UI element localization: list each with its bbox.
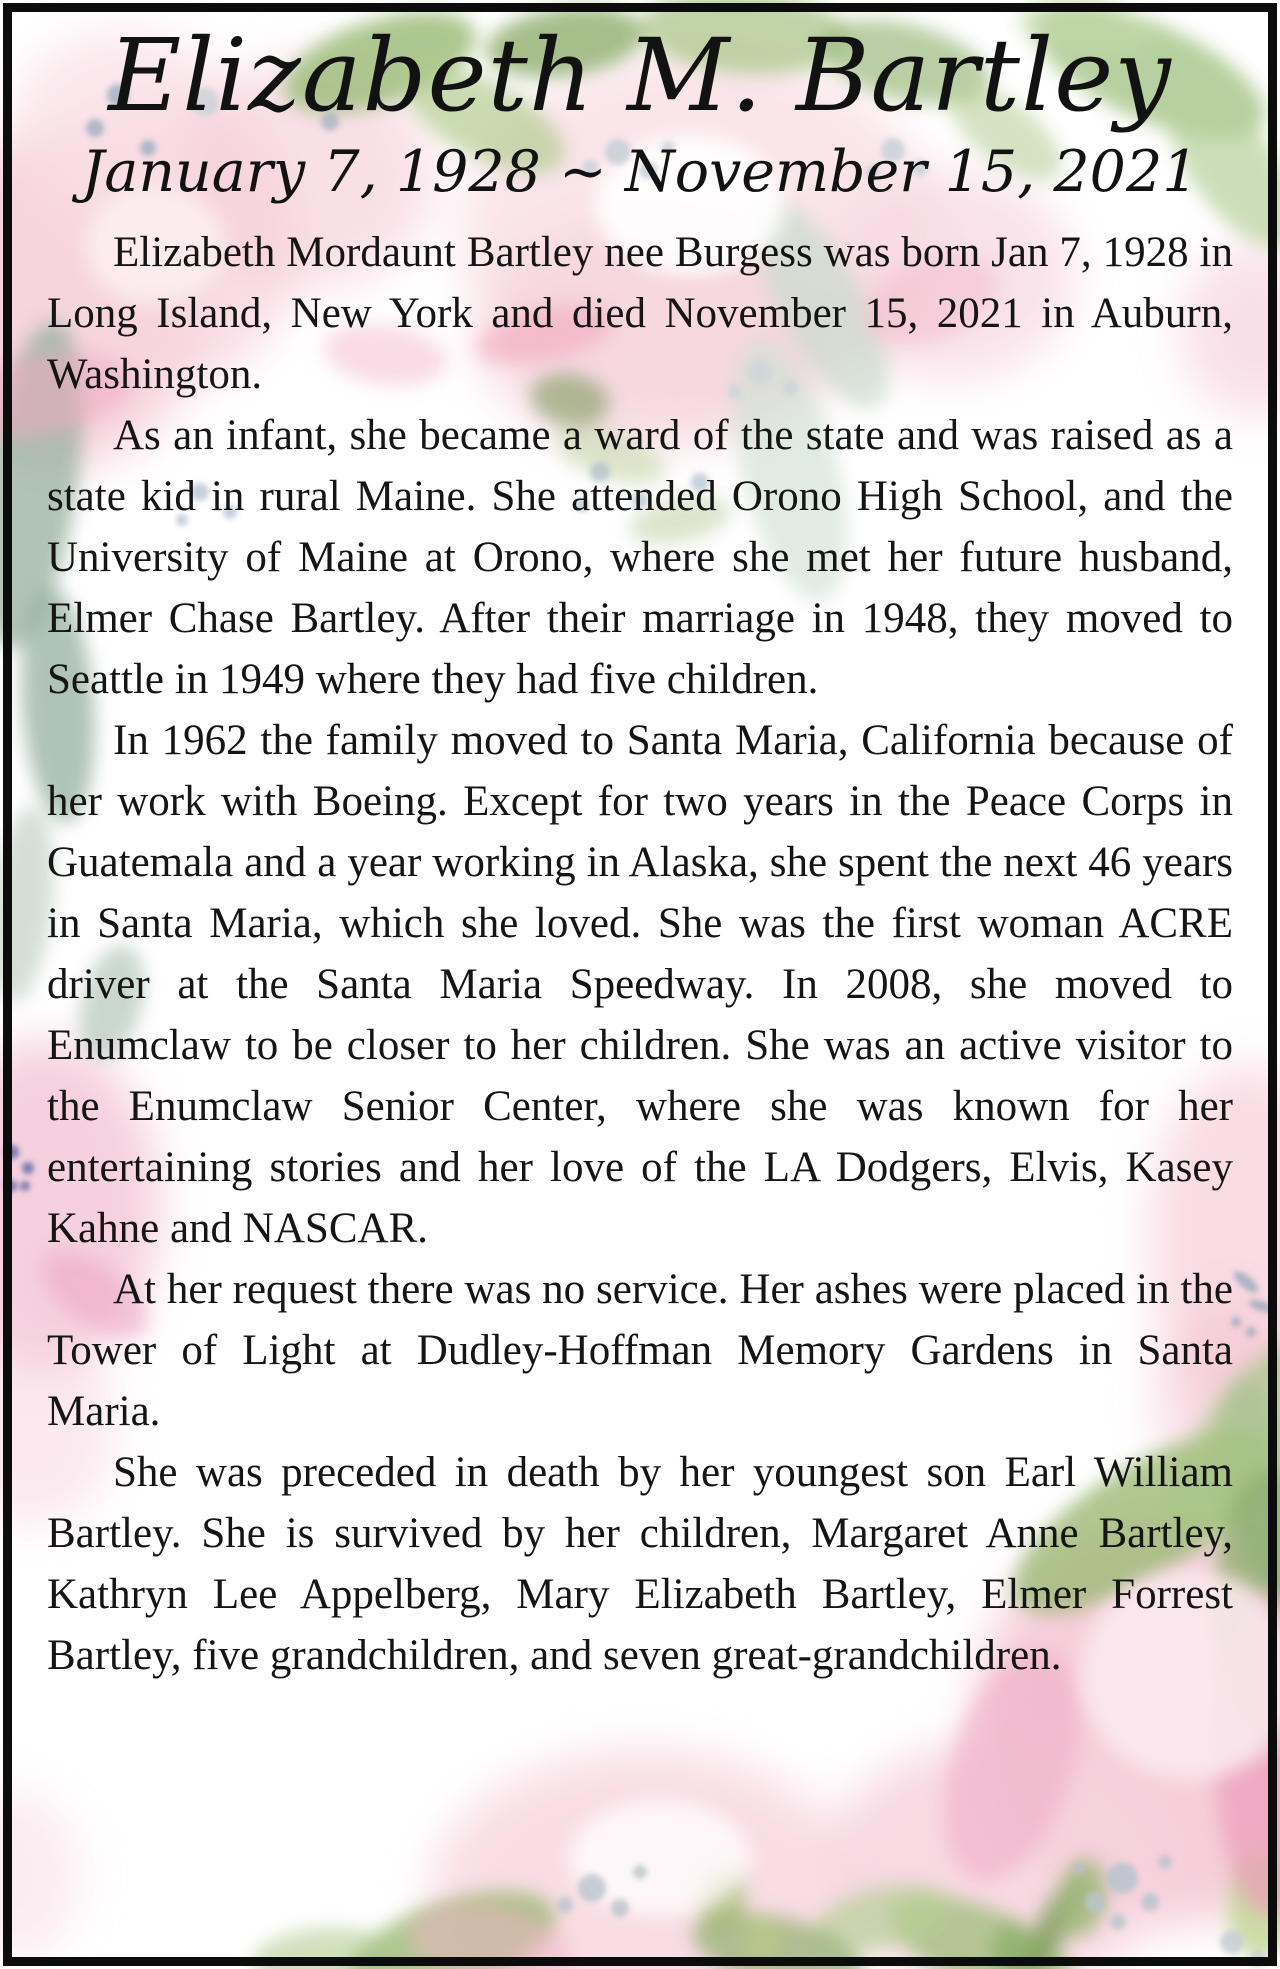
obituary-content [0,17,1280,1686]
life-dates: January 7, 1928 ~ November 15, 2021 [81,139,1199,205]
obituary-paragraph-5: She was preceded in death by her youngest son Earl William Bartley. She is survived by her children, Margaret Anne Bartley, Kathryn Lee Appelberg, Mary Elizabeth Bartley, Elmer Forrest Bartley, five grandchildren, and seven great-grandchildren. [47,1448,1233,1679]
obituary-paragraph-4: At her request there was no service. Her ashes were placed in the Tower of Light at Dudley-Hoffman Memory Gardens in Santa Maria. [47,1265,1233,1435]
deceased-name: Elizabeth M. Bartley [108,17,1172,134]
obituary-body [47,222,1233,1686]
obituary-paragraph-1: Elizabeth Mordaunt Bartley nee Burgess was born Jan 7, 1928 in Long Island, New York and died November 15, 2021 in Auburn, Washington. [47,228,1233,398]
obituary-paragraph-3: In 1962 the family moved to Santa Maria, California because of her work with Boeing. Except for two years in the Peace Corps in Guatemala and a year working in Alaska, she spent the next 46 years in Santa Maria, which she loved. She was the first woman ACRE driver at the Santa Maria Speedway. In 2008, she moved to Enumclaw to be closer to her children. She was an active visitor to the Enumclaw Senior Center, where she was known for her entertaining stories and her love of the LA Dodgers, Elvis, Kasey Kahne and NASCAR. [47,716,1233,1252]
obituary-paragraph-2: As an infant, she became a ward of the state and was raised as a state kid in rural Maine. She attended Orono High School, and the University of Maine at Orono, where she met her future husband, Elmer Chase Bartley. After their marriage in 1948, they moved to Seattle in 1949 where they had five children. [47,411,1233,703]
